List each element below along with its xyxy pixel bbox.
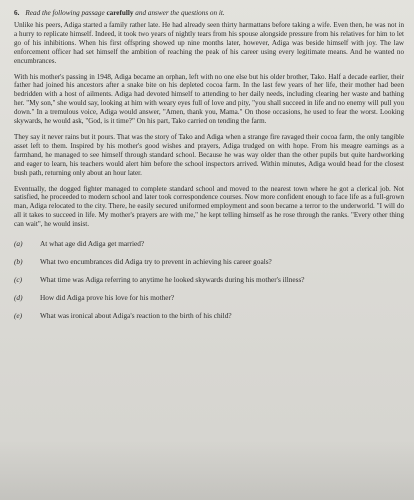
passage xyxy=(14,21,404,229)
question-item xyxy=(14,257,404,266)
question-header xyxy=(14,9,404,18)
question-item xyxy=(14,311,404,320)
paragraph-4: Eventually, the dogged fighter managed to complete standard school and moved to the nearest town where he got a clerical job. Not satisfied, he proceeded to modern school and later took correspondence courses. Now more confident enough to face life as a full-grown man, Adiga relocated to the city. There, he easily secured uniformed employment and soon became a terror to the underworld. "I will do all it takes to succeed in life. My mother's prayers are with me," he kept telling himself as he rose through the ranks. "Every other thing can wait", he would insist. xyxy=(14,184,404,229)
question-text: How did Adiga prove his love for his mother? xyxy=(40,293,175,303)
question-text: At what age did Adiga get married? xyxy=(40,239,145,249)
question-label: (b) xyxy=(14,257,23,267)
comprehension-questions xyxy=(14,239,404,320)
question-text: What was ironical about Adiga's reaction to the birth of his child? xyxy=(40,311,232,321)
question-number: 6. xyxy=(14,9,20,17)
question-item xyxy=(14,293,404,302)
question-text: What two encumbrances did Adiga try to prevent in achieving his career goals? xyxy=(40,257,272,267)
question-text: What time was Adiga referring to anytime he looked skywards during his mother's illness? xyxy=(40,275,305,285)
question-item xyxy=(14,275,404,284)
question-label: (d) xyxy=(14,293,23,303)
paragraph-3: They say it never rains but it pours. That was the story of Tako and Adiga when a strange fire ravaged their cocoa farm, the only tangible asset left to them. Inspired by his mother's good wishes and prayers, Adiga trudged on with hope. From his meagre earnings as a farmhand, he managed to see himself through standard school. Because he was way older than the other pupils but quite hardworking and eager to learn, his teachers would alert him before the school inspectors arrived. Within minutes, Adiga would head for the closest bush path, returning only about an hour later. xyxy=(14,132,404,177)
question-item xyxy=(14,239,404,248)
question-label: (a) xyxy=(14,239,23,249)
question-label: (c) xyxy=(14,275,23,285)
instruction-text xyxy=(25,9,224,18)
instruction-bold: carefully xyxy=(106,9,134,17)
instruction-post: and answer the questions on it. xyxy=(135,9,225,17)
page-shadow xyxy=(0,440,414,500)
question-label: (e) xyxy=(14,311,23,321)
paragraph-2: With his mother's passing in 1948, Adiga became an orphan, left with no one else but his older brother, Tako. Half a decade earlier, their father had joined his ancestors after a snake bite on his depleted cocoa farm. In the last few years of her life, their mother had been bedridden with a host of ailments. Adiga had devoted himself to attending to her daily needs, including clearing her waste and bathing her. "My son," she would say, looking at him with weary eyes full of love and pity, "you shall succeed in life and no enemy will pull you down." In a tremulous voice, Adiga would answer, "Amen, thank you, Mama." On those occasions, he used to fear the worst. Looking skywards, he would ask, "God, is it time?" On his part, Tako carried on tending the farm. xyxy=(14,72,404,126)
instruction-pre: Read the following passage xyxy=(25,9,105,17)
paragraph-1: Unlike his peers, Adiga started a family rather late. He had already seen thirty harmattans before taking a wife. Even then, he was not in a hurry to replicate himself. Indeed, it took two years of nightly tears from his spouse alongside pressure from his relatives for him to let go of his inhibitions. When his first offspring showed up nine months later, however, Adiga was beside himself with joy. The law enforcement officer had set himself the ambition of reaching the peak of his career using every legitimate means. And he wanted no encumbrances. xyxy=(14,21,404,65)
